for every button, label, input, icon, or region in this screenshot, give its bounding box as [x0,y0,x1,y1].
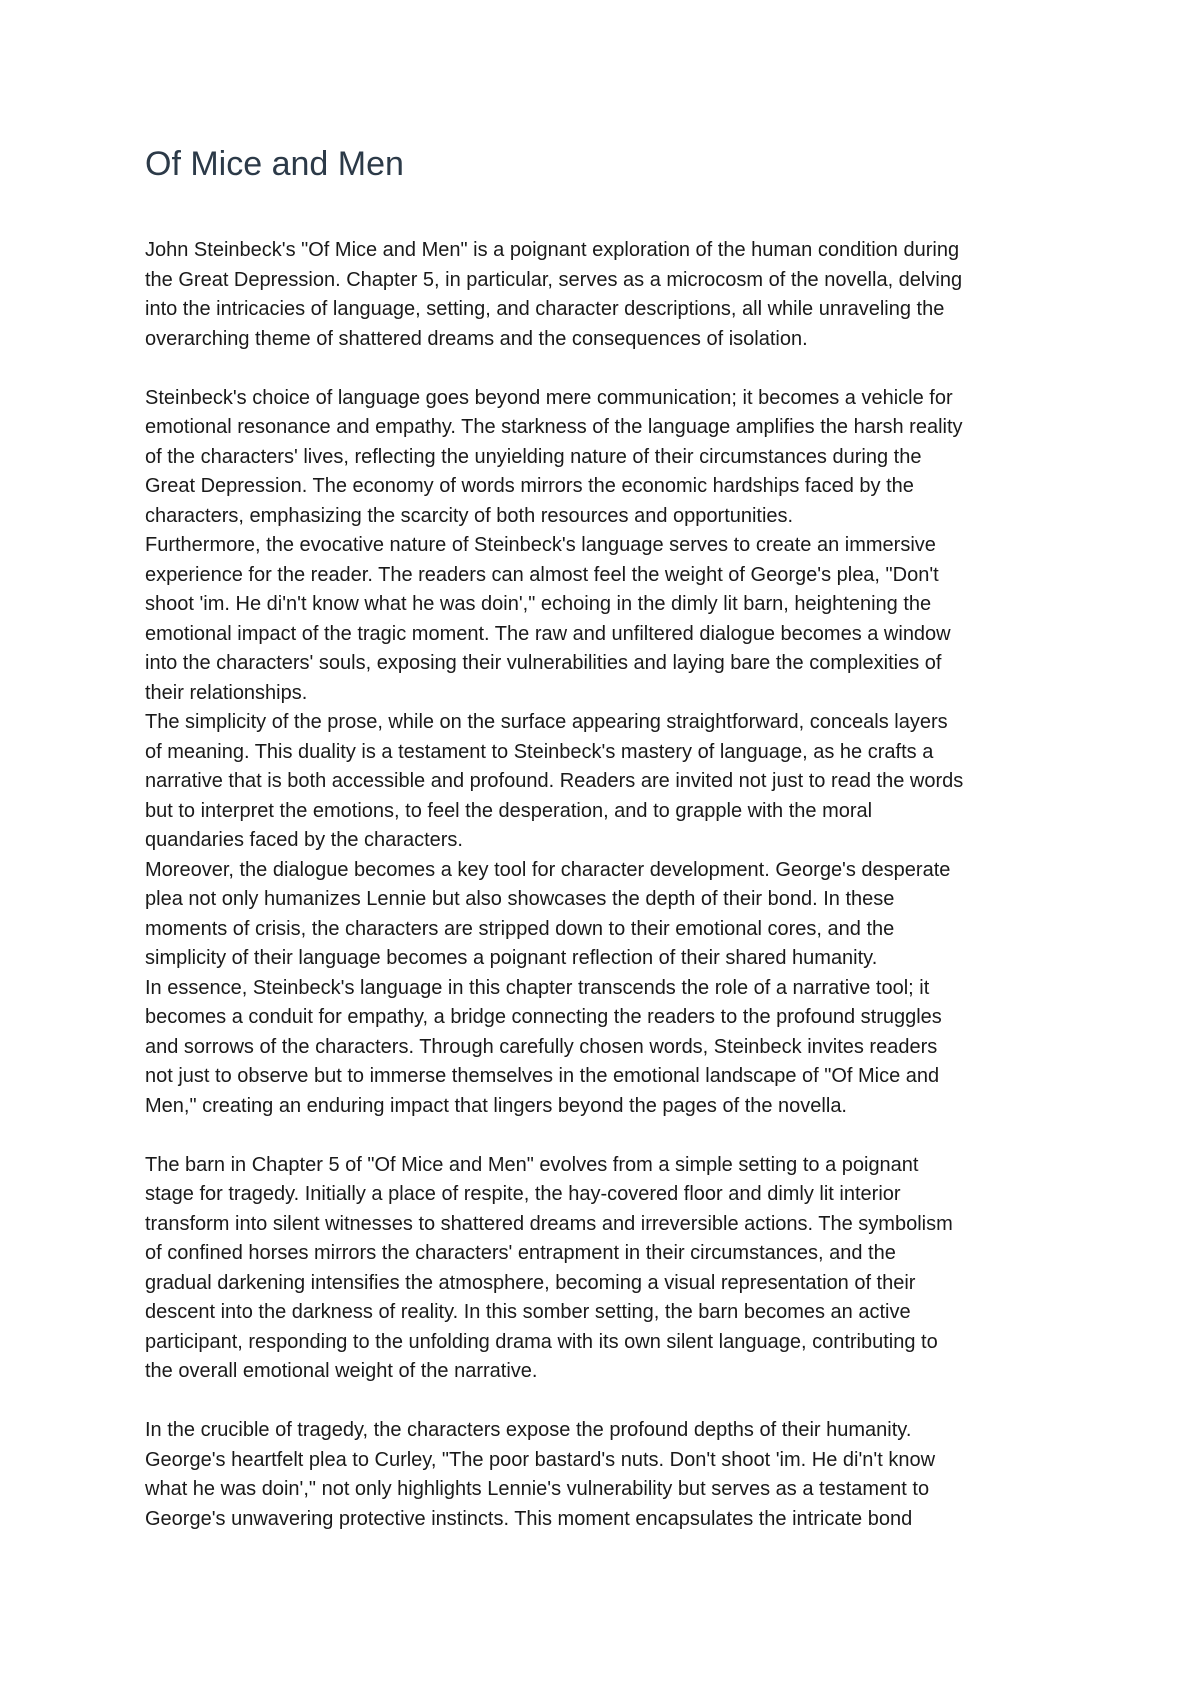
paragraph-spacer [145,354,1075,384]
text-line: simplicity of their language becomes a poignant reflection of their shared humanity. [145,947,878,969]
text-line: becomes a conduit for empathy, a bridge connecting the readers to the profound struggles [145,1006,942,1028]
text-line: In essence, Steinbeck's language in this chapter transcends the role of a narrative tool; it [145,976,930,999]
text-line: into the intricacies of language, setting, and character descriptions, all while unraveling the [145,298,945,320]
text-line: Furthermore, the evocative nature of Steinbeck's language serves to create an immersive [145,534,936,556]
text-line: not just to observe but to immerse themselves in the emotional landscape of "Of Mice and [145,1065,940,1087]
paragraph-intro [145,236,1075,354]
text-line: narrative that is both accessible and profound. Readers are invited not just to read the words [145,770,964,792]
text-line: descent into the darkness of reality. In this somber setting, the barn becomes an active [145,1301,911,1323]
text-line: characters, emphasizing the scarcity of both resources and opportunities. [145,504,794,527]
paragraph-characters [145,1416,1075,1534]
text-line: George's heartfelt plea to Curley, "The poor bastard's nuts. Don't shoot 'im. He di'n't know [145,1448,936,1471]
text-line: into the characters' souls, exposing their vulnerabilities and laying bare the complexities of [145,652,942,674]
text-line: their relationships. [145,681,308,704]
text-line: stage for tragedy. Initially a place of respite, the hay-covered floor and dimly lit interior [145,1183,901,1205]
text-line: George's unwavering protective instincts. This moment encapsulates the intricate bond [145,1507,913,1530]
text-line: Moreover, the dialogue becomes a key tool for character development. George's desperate [145,858,951,881]
text-line: In the crucible of tragedy, the characters expose the profound depths of their humanity. [145,1419,912,1441]
text-line: John Steinbeck's "Of Mice and Men" is a poignant exploration of the human condition during [145,239,960,261]
text-line: emotional resonance and empathy. The starkness of the language amplifies the harsh reality [145,416,963,438]
text-line: participant, responding to the unfolding drama with its own silent language, contributing to [145,1330,938,1353]
text-line: quandaries faced by the characters. [145,829,463,851]
paragraph-setting [145,1151,1075,1387]
text-line: of confined horses mirrors the characters' entrapment in their circumstances, and the [145,1242,896,1264]
text-line: experience for the reader. The readers can almost feel the weight of George's plea, "Don't [145,563,939,586]
text-line: Men," creating an enduring impact that lingers beyond the pages of the novella. [145,1094,847,1117]
text-line: emotional impact of the tragic moment. The raw and unfiltered dialogue becomes a window [145,622,951,645]
paragraph-spacer [145,1387,1075,1417]
text-line: but to interpret the emotions, to feel the desperation, and to grapple with the moral [145,799,873,822]
text-line: of meaning. This duality is a testament to Steinbeck's mastery of language, as he crafts a [145,740,934,763]
text-line: Steinbeck's choice of language goes beyond mere communication; it becomes a vehicle for [145,386,953,409]
text-line: shoot 'im. He di'n't know what he was doin'," echoing in the dimly lit barn, heightening the [145,593,932,615]
text-line: the overall emotional weight of the narrative. [145,1360,538,1382]
text-line: The barn in Chapter 5 of "Of Mice and Men" evolves from a simple setting to a poignant [145,1153,919,1176]
text-line: what he was doin'," not only highlights Lennie's vulnerability but serves as a testament to [145,1478,930,1500]
paragraph-spacer [145,1121,1075,1151]
text-line: moments of crisis, the characters are stripped down to their emotional cores, and the [145,917,895,940]
text-line: overarching theme of shattered dreams and the consequences of isolation. [145,327,808,350]
page-title: Of Mice and Men [145,145,404,183]
text-line: gradual darkening intensifies the atmosphere, becoming a visual representation of their [145,1271,916,1294]
text-line: Great Depression. The economy of words mirrors the economic hardships faced by the [145,475,914,497]
text-line: the Great Depression. Chapter 5, in particular, serves as a microcosm of the novella, delving [145,268,963,291]
text-line: transform into silent witnesses to shattered dreams and irreversible actions. The symbolism [145,1212,953,1235]
text-line: The simplicity of the prose, while on the surface appearing straightforward, conceals layers [145,711,948,733]
text-line: of the characters' lives, reflecting the unyielding nature of their circumstances during the [145,445,922,468]
paragraph-language [145,384,1075,1122]
text-line: plea not only humanizes Lennie but also showcases the depth of their bond. In these [145,888,895,910]
text-line: and sorrows of the characters. Through carefully chosen words, Steinbeck invites readers [145,1035,938,1058]
document-body [145,236,1075,1534]
